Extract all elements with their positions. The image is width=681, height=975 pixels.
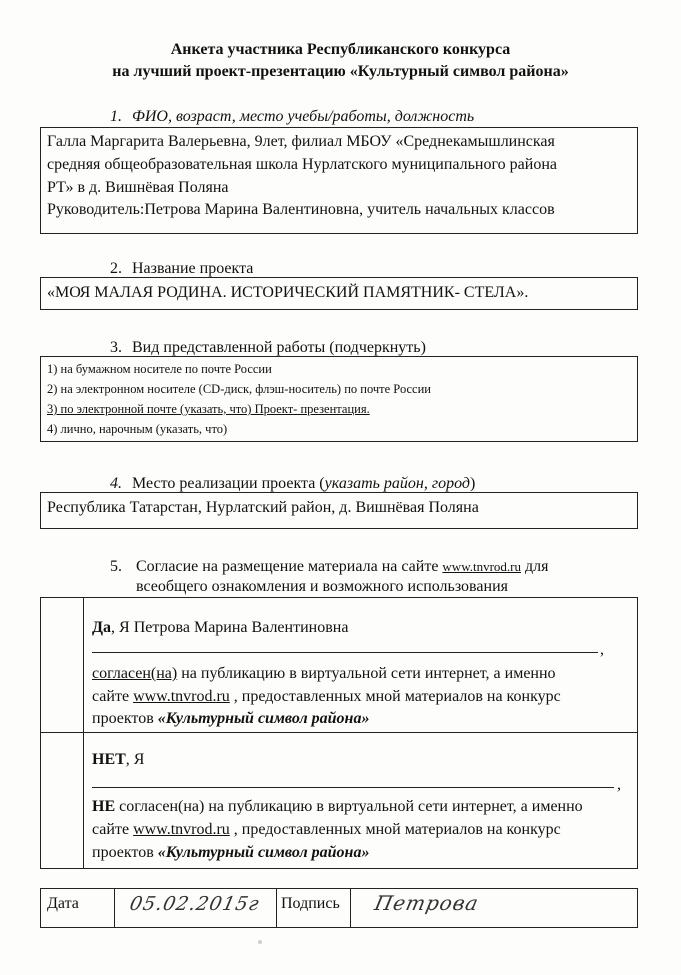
no-line xyxy=(92,749,144,771)
no-underline xyxy=(92,787,614,788)
section1-line: Галла Маргарита Валерьевна, 9лет, филиал МБОУ «Среднекамышлинская xyxy=(47,133,555,150)
scan-dot xyxy=(258,940,262,944)
consent-row-divider xyxy=(40,732,638,733)
yes-underline xyxy=(92,652,598,653)
section3-number: 3. xyxy=(110,339,122,356)
section4-number: 4. xyxy=(110,475,122,492)
section1-line: Руководитель:Петрова Марина Валентиновна, учитель начальных классов xyxy=(47,201,555,218)
section1-line: РТ» в д. Вишнёвая Поляна xyxy=(47,179,229,196)
no-agree-text: согласен(на) на публикацию в виртуальной сети интернет, а именно xyxy=(115,798,583,815)
section4-heading-italic: указать район, город xyxy=(324,475,470,492)
yes-comma: , xyxy=(600,641,604,658)
yes-agree-line xyxy=(92,663,556,685)
yes-agree-word: согласен(на) xyxy=(92,665,178,682)
no-rest: , Я xyxy=(125,751,145,768)
project-name: «МОЯ МАЛАЯ РОДИНА. ИСТОРИЧЕСКИЙ ПАМЯТНИК- СТЕЛА». xyxy=(47,284,529,301)
footer-divider-1 xyxy=(114,888,115,928)
section5-heading-text: Согласие на размещение материала на сайте xyxy=(136,558,439,575)
section1-number: 1. xyxy=(110,108,122,125)
no-site-suffix: , предоставленных мной материалов на конкурс xyxy=(229,821,561,838)
option-item: 1) на бумажном носителе по почте России xyxy=(47,362,272,376)
yes-agree-text: на публикацию в виртуальной сети интернет, а именно xyxy=(177,665,556,682)
option-item-selected: 3) по электронной почте (указать, что) Проект- презентация. xyxy=(47,402,370,416)
date-label: Дата xyxy=(47,895,79,912)
no-comma: , xyxy=(617,776,621,793)
signature-handwritten: Петрова xyxy=(372,891,482,915)
footer-divider-3 xyxy=(350,888,351,928)
yes-word: Да xyxy=(92,619,112,636)
section5-heading-end: для xyxy=(525,558,549,575)
page-subtitle: на лучший проект-презентацию «Культурный символ района» xyxy=(112,63,569,80)
yes-project-line xyxy=(92,708,369,730)
no-agree-line xyxy=(92,796,583,818)
section5-heading xyxy=(110,557,549,577)
yes-project-prefix: проектов xyxy=(92,710,158,727)
no-contest-name: «Культурный символ района» xyxy=(157,844,370,861)
yes-name: , Я Петрова Марина Валентиновна xyxy=(111,619,349,636)
section1-line: средняя общеобразовательная школа Нурлатского муниципального района xyxy=(47,156,557,173)
yes-site-prefix: сайте xyxy=(92,688,134,705)
section4-heading-end: ) xyxy=(469,475,476,492)
section4-heading-text: Место реализации проекта ( xyxy=(132,475,325,492)
section3-heading-text: Вид представленной работы (подчеркнуть) xyxy=(132,339,426,356)
section1-heading xyxy=(110,107,474,127)
no-site-prefix: сайте xyxy=(92,821,134,838)
section5-number: 5. xyxy=(110,558,122,575)
option-item: 2) на электронном носителе (CD-диск, флэш-носитель) по почте России xyxy=(47,382,431,396)
section2-heading xyxy=(110,259,253,279)
yes-site-line xyxy=(92,686,561,708)
section2-number: 2. xyxy=(110,260,122,277)
no-project-prefix: проектов xyxy=(92,844,158,861)
yes-contest-name: «Культурный символ района» xyxy=(157,710,370,727)
no-site-link: www.tnvrod.ru xyxy=(133,821,230,838)
yes-site-suffix: , предоставленных мной материалов на конкурс xyxy=(229,688,561,705)
page-title: Анкета участника Республиканского конкурса xyxy=(170,41,511,58)
section1-heading-text: ФИО, возраст, место учебы/работы, должность xyxy=(132,108,475,125)
yes-site-link: www.tnvrod.ru xyxy=(133,688,230,705)
section2-heading-text: Название проекта xyxy=(132,260,254,277)
section5-site-link: www.tnvrod.ru xyxy=(442,559,522,574)
signature-label: Подпись xyxy=(281,895,340,912)
place-value: Республика Татарстан, Нурлатский район, д. Вишнёвая Поляна xyxy=(47,499,479,516)
section4-heading xyxy=(110,474,475,494)
yes-line xyxy=(92,617,348,639)
option-item: 4) лично, нарочным (указать, что) xyxy=(47,422,228,436)
no-word: НЕТ xyxy=(92,751,126,768)
no-site-line xyxy=(92,819,561,841)
no-project-line xyxy=(92,842,369,864)
no-ne-word: НЕ xyxy=(92,798,116,815)
section5-heading-line2: всеобщего ознакомления и возможного использования xyxy=(136,578,508,595)
footer-divider-2 xyxy=(276,888,277,928)
date-value-handwritten: 05.02.2015г xyxy=(127,893,262,915)
section3-heading xyxy=(110,338,426,358)
